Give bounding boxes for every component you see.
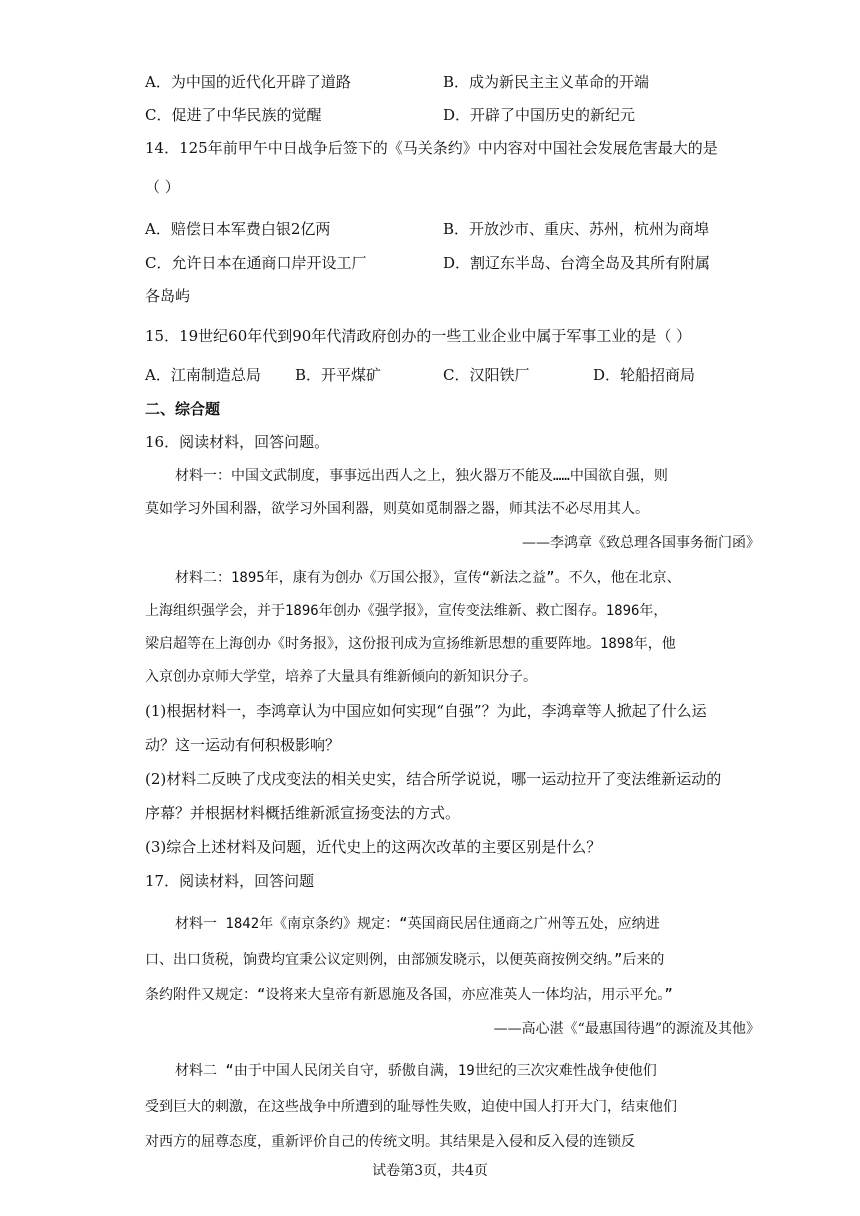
q15-stem: 15．19世纪60年代到90年代清政府创办的一些工业企业中属于军事工业的是（ ） <box>145 327 692 345</box>
q14-option-a: A．赔偿日本军费白银2亿两 <box>145 220 331 238</box>
q14-option-c: C．允许日本在通商口岸开设工厂 <box>145 254 367 272</box>
q15-option-d: D．轮船招商局 <box>593 366 696 384</box>
q16-material1-line: 材料一：中国文武制度，事事远出西人之上，独火器万不能及……中国欲自强，则 <box>175 468 668 484</box>
q13-option-d: D．开辟了中国历史的新纪元 <box>443 106 636 124</box>
q14-answer-paren: （ ） <box>145 178 180 196</box>
q17-material2-line: 对西方的屈尊态度，重新评价自己的传统文明。其结果是入侵和反入侵的连锁反 <box>145 1134 635 1150</box>
q16-material2-line: 材料二：1895年，康有为创办《万国公报》，宣传“新法之益”。不久，他在北京、 <box>175 570 681 586</box>
q16-material1-line: 莫如学习外国利器，欲学习外国利器，则莫如觅制器之器，师其法不必尽用其人。 <box>145 501 649 517</box>
q17-material1-line: 材料一 1842年《南京条约》规定：“英国商民居住通商之广州等五处，应纳进 <box>175 916 660 932</box>
q16-subquestion-3: (3)综合上述材料及问题，近代史上的这两次改革的主要区别是什么？ <box>145 838 602 856</box>
q16-material2-line: 梁启超等在上海创办《时务报》，这份报刊成为宣扬维新思想的重要阵地。1898年，他 <box>145 636 676 652</box>
q14-option-b: B．开放沙市、重庆、苏州，杭州为商埠 <box>443 220 710 238</box>
q13-option-b: B．成为新民主主义革命的开端 <box>443 73 650 91</box>
q16-subquestion-1-cont: 动？这一运动有何积极影响？ <box>145 736 341 754</box>
q15-option-c: C．汉阳铁厂 <box>443 366 530 384</box>
q17-stem: 17．阅读材料，回答问题 <box>145 872 315 890</box>
q13-option-c: C．促进了中华民族的觉醒 <box>145 106 322 124</box>
q16-subquestion-1: (1)根据材料一，李鸿章认为中国应如何实现“自强”？为此，李鸿章等人掀起了什么运 <box>145 702 707 720</box>
q16-material2-line: 入京创办京师大学堂，培养了大量具有维新倾向的新知识分子。 <box>145 669 537 685</box>
q16-stem: 16．阅读材料，回答问题。 <box>145 433 330 451</box>
q16-material1-source: ——李鸿章《致总理各国事务衙门函》 <box>522 535 760 551</box>
q16-subquestion-2: (2)材料二反映了戊戌变法的相关史实，结合所学说说，哪一运动拉开了变法维新运动的 <box>145 770 722 788</box>
q17-material1-line: 条约附件又规定：“设将来大皇帝有新恩施及各国，亦应准英人一体均沾，用示平允。” <box>145 987 673 1003</box>
page-footer: 试卷第3页，共4页 <box>372 1163 488 1179</box>
q14-option-d-continued: 各岛屿 <box>145 287 191 305</box>
section-heading: 二、综合题 <box>145 400 221 418</box>
q15-option-b: B．开平煤矿 <box>295 366 382 384</box>
q16-material2-line: 上海组织强学会，并于1896年创办《强学报》，宣传变法维新、救亡图存。1896年， <box>145 603 668 619</box>
q14-option-d: D．割辽东半岛、台湾全岛及其所有附属 <box>443 254 711 272</box>
q17-material1-line: 口、出口货税，饷费均宜秉公议定则例，由部颁发晓示，以便英商按例交纳。”后来的 <box>145 952 665 968</box>
q14-stem: 14．125年前甲午中日战争后签下的《马关条约》中内容对中国社会发展危害最大的是 <box>145 139 718 157</box>
q16-subquestion-2-cont: 序幕？并根据材料概括维新派宣扬变法的方式。 <box>145 804 461 822</box>
q17-material2-line: 受到巨大的刺激，在这些战争中所遭到的耻辱性失败，迫使中国人打开大门，结束他们 <box>145 1099 677 1115</box>
q17-material2-line: 材料二 “由于中国人民闭关自守，骄傲自满，19世纪的三次灾难性战争使他们 <box>175 1063 657 1079</box>
q15-option-a: A．江南制造总局 <box>145 366 261 384</box>
q17-material1-source: ——高心湛《“最惠国待遇”的源流及其他》 <box>493 1021 760 1037</box>
q13-option-a: A．为中国的近代化开辟了道路 <box>145 73 351 91</box>
